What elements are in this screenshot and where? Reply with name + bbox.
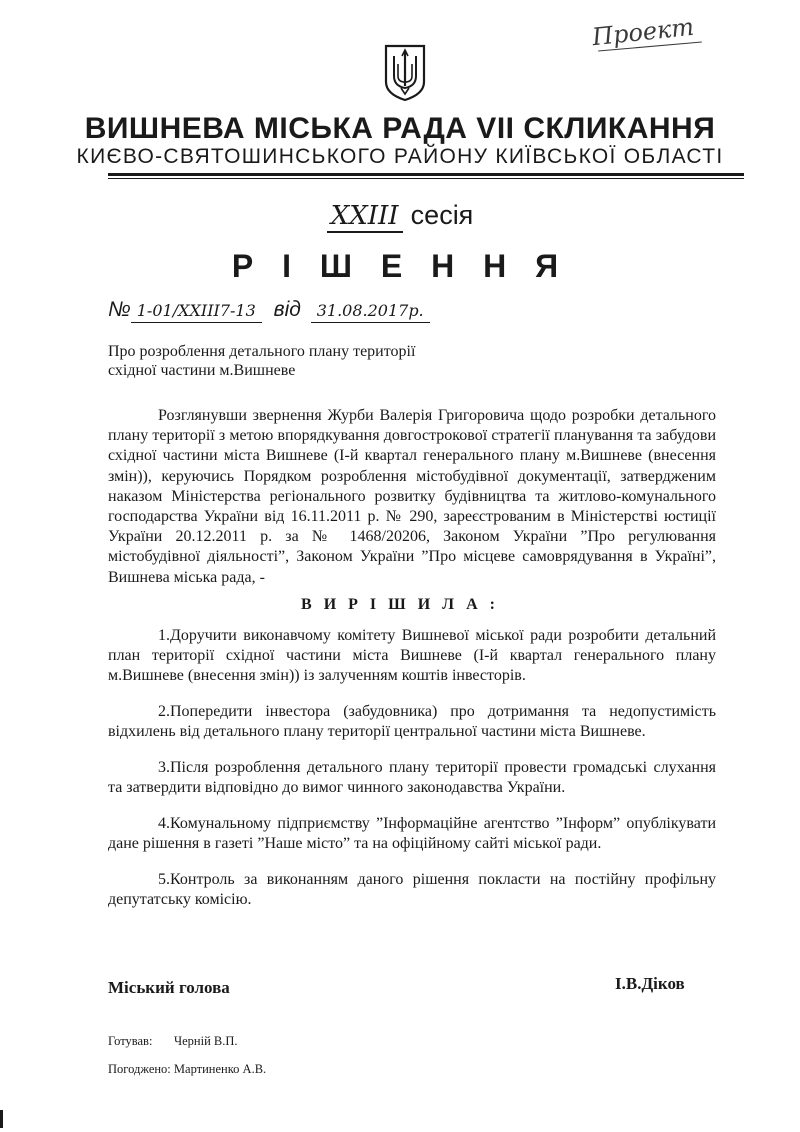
number-prefix: № — [108, 298, 131, 321]
signature-name: І.В.Діков — [615, 974, 685, 993]
decision-date: 31.08.2017р. — [311, 300, 430, 323]
header-divider — [108, 173, 744, 176]
session-number: XXIII — [327, 201, 403, 233]
subject-line-2: східної частини м.Вишневе — [108, 362, 296, 379]
session-label: сесія — [410, 200, 474, 230]
approved-name: Мартиненко А.В. — [173, 1062, 267, 1076]
council-title: ВИШНЕВА МІСЬКА РАДА VII СКЛИКАННЯ — [84, 112, 716, 145]
subject-line-1: Про розроблення детального плану території — [108, 343, 416, 360]
scan-edge-mark — [0, 1110, 3, 1128]
coat-of-arms-icon — [382, 42, 428, 102]
resolution-item-2: 2.Попередити інвестора (забудовника) про дотримання та недопустимість відхилень від детального плану території центральної частини міста Вишневе. — [108, 703, 716, 741]
project-stamp: Проект — [590, 12, 696, 52]
date-prefix: від — [273, 298, 301, 321]
prepared-name: Черній В.П. — [174, 1034, 238, 1048]
session-line — [0, 200, 800, 233]
resolved-heading: В И Р І Ш И Л А : — [301, 596, 499, 613]
approved-label: Погоджено: — [108, 1062, 171, 1076]
decision-subject — [108, 342, 468, 380]
approved-by — [108, 1062, 266, 1077]
decision-title: Р І Ш Е Н Н Я — [231, 248, 569, 284]
preamble: Розглянувши звернення Журби Валерія Григоровича щодо розробки детального плану території з метою впорядкування довгострокової стратегії планування та забудови східної частини міста Вишневе (І-й квартал генерального плану м.Вишневе (внесення змін)), керуючись Порядком розроблення містобудівної документації, затвердженим наказом Міністерства регіонального розвитку будівництва та житлово-комунального господарства України від 16.11.2011 р. № 290, зареєстрованим в Міністерстві юстиції України 20.12.2011 р. за № 1468/20206, Законом України ”Про регулювання містобудівної діяльності”, Законом України ”Про місцеве самоврядування в Україні”, Вишнева міська рада, - — [108, 407, 716, 586]
signature-title: Міський голова — [108, 978, 230, 997]
decision-number: 1-01/XXIII7-13 — [131, 300, 262, 323]
decision-number-line — [108, 298, 430, 323]
prepared-label: Готував: — [108, 1034, 153, 1048]
header-divider-thin — [108, 178, 744, 179]
district-title: КИЄВО-СВЯТОШИНСЬКОГО РАЙОНУ КИЇВСЬКОЇ ОБЛАСТІ — [76, 145, 724, 168]
resolution-item-5: 5.Контроль за виконанням даного рішення покласти на постійну профільну депутатську комісію. — [108, 871, 716, 909]
resolution-item-1: 1.Доручити виконавчому комітету Вишневої міської ради розробити детальний план території східної частини міста Вишневе (І-й квартал генерального плану м.Вишневе (внесення змін)) із залученням коштів інвесторів. — [108, 627, 716, 685]
resolution-item-4: 4.Комунальному підприємству ”Інформаційне агентство ”Інформ” опублікувати дане рішення в газеті ”Наше місто” та на офіційному сайті міської ради. — [108, 815, 716, 853]
resolution-item-3: 3.Після розроблення детального плану території провести громадські слухання та затвердити відповідно до вимог чинного законодавства України. — [108, 759, 716, 797]
prepared-by — [108, 1034, 238, 1049]
